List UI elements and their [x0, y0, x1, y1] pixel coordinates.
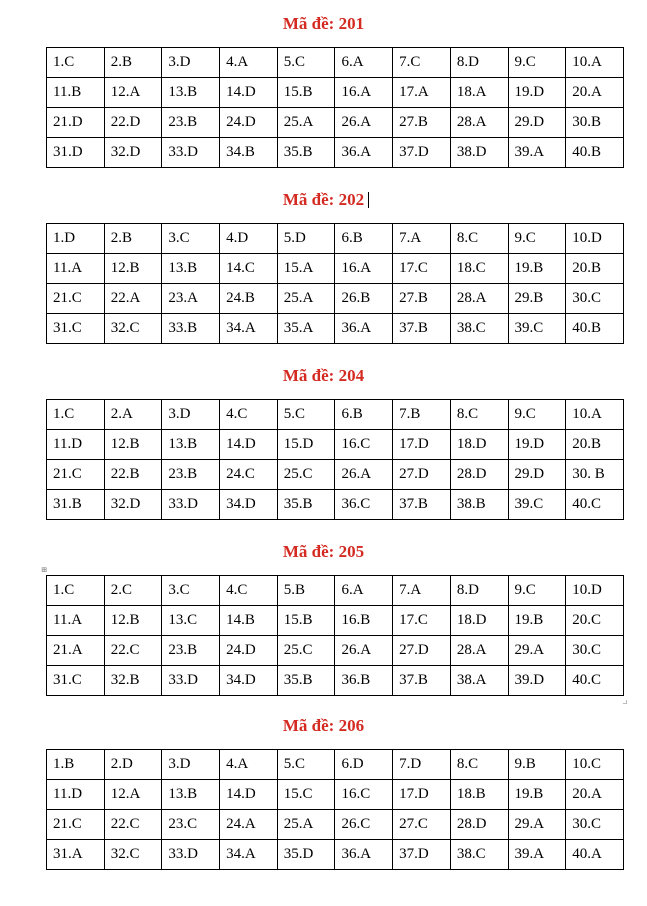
answer-cell: 14.D: [220, 78, 278, 108]
answer-cell: 39.A: [508, 840, 566, 870]
answer-cell: 18.D: [450, 606, 508, 636]
answer-cell: 4.C: [220, 400, 278, 430]
answer-cell: 30.B: [566, 108, 624, 138]
answer-cell: 6.A: [335, 576, 393, 606]
table-row: [47, 666, 624, 696]
answer-cell: 17.C: [393, 606, 451, 636]
table-row: [47, 108, 624, 138]
answer-cell: 17.D: [393, 430, 451, 460]
answer-cell: 12.A: [104, 78, 162, 108]
answer-cell: 36.A: [335, 314, 393, 344]
answer-cell: 4.A: [220, 48, 278, 78]
answer-cell: 20.A: [566, 780, 624, 810]
answer-cell: 5.C: [277, 750, 335, 780]
answer-cell: 5.C: [277, 400, 335, 430]
answer-cell: 37.B: [393, 490, 451, 520]
answer-cell: 26.B: [335, 284, 393, 314]
table-anchor-icon: ⊞: [41, 566, 47, 574]
table-row: [47, 314, 624, 344]
table-row: [47, 138, 624, 168]
answer-cell: 7.D: [393, 750, 451, 780]
section-title-205: Mã đề: 205: [282, 542, 365, 561]
answer-cell: 25.C: [277, 636, 335, 666]
answer-cell: 37.B: [393, 314, 451, 344]
answer-cell: 39.A: [508, 138, 566, 168]
answer-cell: 21.C: [47, 284, 105, 314]
table-row: [47, 460, 624, 490]
answer-cell: 24.C: [220, 460, 278, 490]
answer-cell: 21.D: [47, 108, 105, 138]
answer-cell: 36.A: [335, 840, 393, 870]
answer-cell: 27.C: [393, 810, 451, 840]
answer-cell: 34.A: [220, 840, 278, 870]
answer-cell: 9.C: [508, 576, 566, 606]
answer-cell: 33.D: [162, 666, 220, 696]
answer-cell: 37.B: [393, 666, 451, 696]
answer-cell: 7.C: [393, 48, 451, 78]
answer-cell: 23.A: [162, 284, 220, 314]
answer-cell: 7.A: [393, 224, 451, 254]
answer-cell: 13.B: [162, 780, 220, 810]
answer-cell: 35.B: [277, 666, 335, 696]
answer-cell: 22.A: [104, 284, 162, 314]
answer-cell: 30.C: [566, 636, 624, 666]
answer-cell: 29.B: [508, 284, 566, 314]
answer-cell: 20.B: [566, 430, 624, 460]
answer-cell: 3.D: [162, 750, 220, 780]
table-row: [47, 780, 624, 810]
answer-cell: 8.D: [450, 48, 508, 78]
answer-cell: 35.D: [277, 840, 335, 870]
answer-cell: 31.A: [47, 840, 105, 870]
answer-table-204: [46, 399, 624, 520]
answer-cell: 34.B: [220, 138, 278, 168]
answer-cell: 11.A: [47, 254, 105, 284]
answer-table-202: [46, 223, 624, 344]
answer-cell: 27.B: [393, 108, 451, 138]
answer-cell: 22.C: [104, 636, 162, 666]
answer-cell: 15.D: [277, 430, 335, 460]
table-resize-handle-icon: [623, 700, 627, 704]
answer-cell: 8.C: [450, 400, 508, 430]
answer-cell: 31.B: [47, 490, 105, 520]
answer-cell: 29.D: [508, 460, 566, 490]
answer-cell: 1.B: [47, 750, 105, 780]
answer-cell: 16.A: [335, 78, 393, 108]
answer-cell: 24.B: [220, 284, 278, 314]
answer-cell: 1.D: [47, 224, 105, 254]
table-row: [47, 636, 624, 666]
answer-cell: 9.C: [508, 48, 566, 78]
answer-cell: 21.A: [47, 636, 105, 666]
answer-cell: 28.A: [450, 108, 508, 138]
answer-cell: 12.B: [104, 430, 162, 460]
table-row: [47, 78, 624, 108]
answer-cell: 17.A: [393, 78, 451, 108]
answer-cell: 31.D: [47, 138, 105, 168]
answer-cell: 23.B: [162, 460, 220, 490]
answer-cell: 34.D: [220, 666, 278, 696]
answer-cell: 11.A: [47, 606, 105, 636]
answer-cell: 14.D: [220, 780, 278, 810]
answer-cell: 34.D: [220, 490, 278, 520]
answer-cell: 7.B: [393, 400, 451, 430]
answer-cell: 30.C: [566, 810, 624, 840]
answer-cell: 25.A: [277, 108, 335, 138]
answer-cell: 30.C: [566, 284, 624, 314]
answer-table-206: [46, 749, 624, 870]
answer-cell: 28.D: [450, 810, 508, 840]
answer-cell: 10.D: [566, 576, 624, 606]
answer-cell: 36.B: [335, 666, 393, 696]
answer-cell: 18.A: [450, 78, 508, 108]
answer-cell: 28.D: [450, 460, 508, 490]
answer-cell: 21.C: [47, 460, 105, 490]
text-cursor: [368, 192, 369, 208]
answer-cell: 32.D: [104, 490, 162, 520]
answer-cell: 7.A: [393, 576, 451, 606]
answer-cell: 20.C: [566, 606, 624, 636]
answer-cell: 10.D: [566, 224, 624, 254]
answer-cell: 29.A: [508, 636, 566, 666]
answer-cell: 19.B: [508, 780, 566, 810]
answer-table-205: [46, 575, 624, 696]
answer-cell: 3.C: [162, 576, 220, 606]
answer-cell: 38.B: [450, 490, 508, 520]
answer-cell: 22.D: [104, 108, 162, 138]
answer-cell: 35.A: [277, 314, 335, 344]
answer-cell: 28.A: [450, 284, 508, 314]
section-title-202: Mã đề: 202: [282, 190, 365, 209]
answer-cell: 29.A: [508, 810, 566, 840]
answer-cell: 8.D: [450, 576, 508, 606]
answer-cell: 14.B: [220, 606, 278, 636]
answer-cell: 1.C: [47, 576, 105, 606]
answer-cell: 37.D: [393, 138, 451, 168]
answer-cell: 16.A: [335, 254, 393, 284]
answer-cell: 27.B: [393, 284, 451, 314]
answer-cell: 3.D: [162, 400, 220, 430]
table-row: [47, 840, 624, 870]
answer-cell: 11.D: [47, 430, 105, 460]
answer-cell: 26.C: [335, 810, 393, 840]
answer-cell: 25.C: [277, 460, 335, 490]
answer-cell: 22.B: [104, 460, 162, 490]
table-row: [47, 400, 624, 430]
answer-cell: 3.C: [162, 224, 220, 254]
answer-cell: 3.D: [162, 48, 220, 78]
answer-cell: 35.B: [277, 490, 335, 520]
answer-cell: 38.C: [450, 840, 508, 870]
answer-cell: 20.B: [566, 254, 624, 284]
answer-cell: 15.A: [277, 254, 335, 284]
answer-cell: 9.C: [508, 224, 566, 254]
answer-cell: 15.B: [277, 78, 335, 108]
answer-cell: 26.A: [335, 108, 393, 138]
answer-cell: 32.C: [104, 314, 162, 344]
answer-cell: 11.B: [47, 78, 105, 108]
section-title-204: Mã đề: 204: [282, 366, 365, 385]
answer-cell: 16.C: [335, 780, 393, 810]
answer-cell: 24.A: [220, 810, 278, 840]
answer-cell: 39.D: [508, 666, 566, 696]
table-row: [47, 576, 624, 606]
answer-cell: 12.B: [104, 254, 162, 284]
answer-cell: 8.C: [450, 750, 508, 780]
answer-cell: 36.C: [335, 490, 393, 520]
answer-cell: 6.D: [335, 750, 393, 780]
answer-cell: 25.A: [277, 810, 335, 840]
answer-cell: 39.C: [508, 314, 566, 344]
answer-cell: 34.A: [220, 314, 278, 344]
answer-cell: 35.B: [277, 138, 335, 168]
answer-cell: 14.D: [220, 430, 278, 460]
table-row: [47, 750, 624, 780]
answer-cell: 17.C: [393, 254, 451, 284]
answer-cell: 16.B: [335, 606, 393, 636]
answer-cell: 2.B: [104, 48, 162, 78]
answer-cell: 36.A: [335, 138, 393, 168]
answer-cell: 40.C: [566, 666, 624, 696]
answer-cell: 32.B: [104, 666, 162, 696]
answer-cell: 27.D: [393, 636, 451, 666]
answer-cell: 13.B: [162, 430, 220, 460]
answer-cell: 8.C: [450, 224, 508, 254]
answer-cell: 15.B: [277, 606, 335, 636]
answer-cell: 27.D: [393, 460, 451, 490]
answer-cell: 33.B: [162, 314, 220, 344]
section-title-201: Mã đề: 201: [282, 14, 365, 33]
answer-cell: 23.B: [162, 636, 220, 666]
table-row: [47, 284, 624, 314]
answer-cell: 10.A: [566, 48, 624, 78]
answer-cell: 5.B: [277, 576, 335, 606]
answer-cell: 2.B: [104, 224, 162, 254]
table-row: [47, 430, 624, 460]
answer-cell: 24.D: [220, 636, 278, 666]
answer-cell: 23.C: [162, 810, 220, 840]
table-row: [47, 224, 624, 254]
answer-cell: 39.C: [508, 490, 566, 520]
answer-cell: 16.C: [335, 430, 393, 460]
answer-cell: 26.A: [335, 636, 393, 666]
answer-cell: 10.A: [566, 400, 624, 430]
answer-cell: 26.A: [335, 460, 393, 490]
answer-cell: 14.C: [220, 254, 278, 284]
answer-cell: 4.D: [220, 224, 278, 254]
answer-cell: 28.A: [450, 636, 508, 666]
table-row: [47, 606, 624, 636]
answer-cell: 5.D: [277, 224, 335, 254]
answer-table-201: [46, 47, 624, 168]
answer-cell: 11.D: [47, 780, 105, 810]
answer-cell: 18.C: [450, 254, 508, 284]
answer-cell: 33.D: [162, 490, 220, 520]
table-row: [47, 490, 624, 520]
answer-cell: 13.C: [162, 606, 220, 636]
answer-cell: 38.D: [450, 138, 508, 168]
answer-cell: 40.B: [566, 314, 624, 344]
answer-cell: 29.D: [508, 108, 566, 138]
answer-cell: 19.B: [508, 606, 566, 636]
answer-cell: 20.A: [566, 78, 624, 108]
answer-cell: 13.B: [162, 254, 220, 284]
answer-cell: 6.A: [335, 48, 393, 78]
answer-cell: 5.C: [277, 48, 335, 78]
answer-cell: 30. B: [566, 460, 624, 490]
answer-cell: 17.D: [393, 780, 451, 810]
answer-cell: 38.C: [450, 314, 508, 344]
answer-cell: 19.D: [508, 78, 566, 108]
answer-cell: 18.D: [450, 430, 508, 460]
answer-cell: 2.C: [104, 576, 162, 606]
answer-cell: 4.A: [220, 750, 278, 780]
answer-cell: 22.C: [104, 810, 162, 840]
answer-cell: 12.A: [104, 780, 162, 810]
answer-cell: 1.C: [47, 48, 105, 78]
answer-cell: 33.D: [162, 840, 220, 870]
answer-cell: 21.C: [47, 810, 105, 840]
answer-cell: 31.C: [47, 314, 105, 344]
answer-cell: 15.C: [277, 780, 335, 810]
answer-cell: 33.D: [162, 138, 220, 168]
answer-cell: 18.B: [450, 780, 508, 810]
answer-cell: 12.B: [104, 606, 162, 636]
answer-cell: 31.C: [47, 666, 105, 696]
answer-cell: 19.B: [508, 254, 566, 284]
table-row: [47, 48, 624, 78]
answer-cell: 23.B: [162, 108, 220, 138]
table-row: [47, 254, 624, 284]
answer-cell: 4.C: [220, 576, 278, 606]
answer-cell: 1.C: [47, 400, 105, 430]
answer-cell: 25.A: [277, 284, 335, 314]
answer-cell: 9.C: [508, 400, 566, 430]
answer-cell: 40.A: [566, 840, 624, 870]
table-row: [47, 810, 624, 840]
answer-cell: 2.D: [104, 750, 162, 780]
answer-cell: 13.B: [162, 78, 220, 108]
answer-cell: 10.C: [566, 750, 624, 780]
answer-cell: 37.D: [393, 840, 451, 870]
answer-cell: 24.D: [220, 108, 278, 138]
answer-cell: 19.D: [508, 430, 566, 460]
answer-cell: 40.C: [566, 490, 624, 520]
answer-cell: 6.B: [335, 400, 393, 430]
answer-cell: 32.C: [104, 840, 162, 870]
answer-cell: 6.B: [335, 224, 393, 254]
answer-cell: 38.A: [450, 666, 508, 696]
answer-cell: 40.B: [566, 138, 624, 168]
answer-cell: 9.B: [508, 750, 566, 780]
answer-cell: 2.A: [104, 400, 162, 430]
answer-cell: 32.D: [104, 138, 162, 168]
section-title-206: Mã đề: 206: [282, 716, 365, 735]
